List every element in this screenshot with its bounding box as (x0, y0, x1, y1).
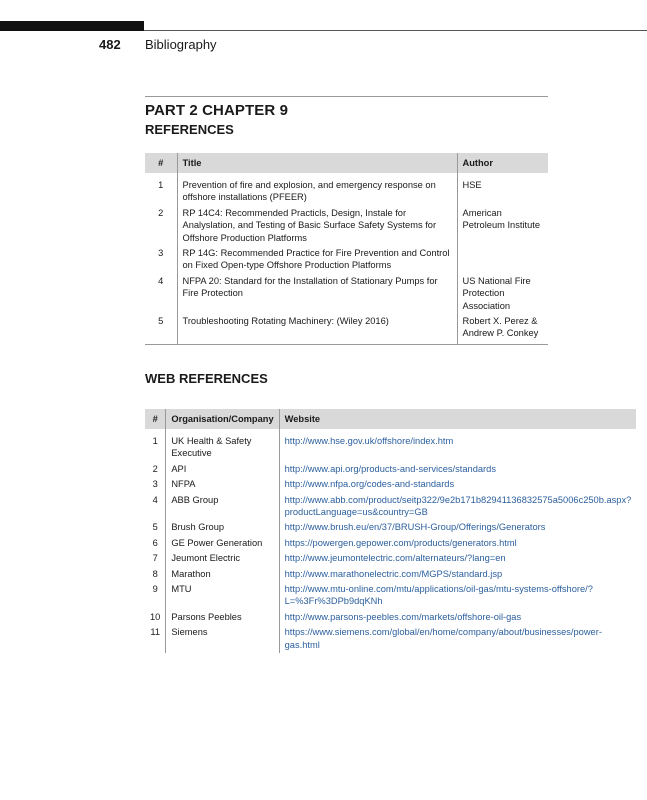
organisation-name: Jeumont Electric (166, 551, 279, 566)
website-link[interactable]: http://www.jeumontelectric.com/alternateurs/?lang=en (279, 551, 636, 566)
column-header-organisation: Organisation/Company (166, 409, 279, 429)
web-references-header-row (145, 409, 636, 429)
website-link[interactable]: http://www.hse.gov.uk/offshore/index.htm (279, 429, 636, 462)
column-header-title: Title (177, 153, 457, 173)
row-number: 2 (158, 207, 164, 218)
references-header-row (145, 153, 548, 173)
organisation-name: API (166, 462, 279, 477)
row-number: 2 (152, 463, 158, 474)
row-number: 5 (152, 522, 158, 533)
organisation-name: Parsons Peebles (166, 610, 279, 625)
website-link[interactable]: https://www.siemens.com/global/en/home/company/about/businesses/power-gas.html (279, 625, 636, 653)
website-link[interactable]: http://www.parsons-peebles.com/markets/offshore-oil-gas (279, 610, 636, 625)
row-number: 1 (152, 436, 158, 446)
row-number: 4 (152, 494, 158, 505)
reference-title: RP 14C4: Recommended Practicls, Design, Instale for Analyslation, and Testing of Basic Surface Safety Systems for Offshore Production Platforms (177, 206, 457, 246)
table-row (145, 625, 636, 653)
organisation-name: Marathon (166, 567, 279, 582)
reference-author: US National Fire Protection Association (457, 274, 548, 314)
table-row (145, 536, 636, 551)
page-number: 482 (99, 37, 121, 52)
references-table (145, 153, 548, 345)
row-number: 10 (150, 611, 161, 622)
table-row (145, 610, 636, 625)
organisation-name: GE Power Generation (166, 536, 279, 551)
website-link[interactable]: http://www.abb.com/product/seitp322/9e2b171b82941136832575a5006c250b.aspx?productLanguage=us&country=GB (279, 493, 636, 521)
table-row (145, 246, 548, 274)
website-link[interactable]: http://www.brush.eu/en/37/BRUSH-Group/Offerings/Generators (279, 520, 636, 535)
row-number: 7 (152, 553, 158, 564)
section-divider (145, 96, 548, 97)
header-bar (0, 21, 144, 31)
column-header-author: Author (457, 153, 548, 173)
table-row (145, 429, 636, 462)
reference-title: NFPA 20: Standard for the Installation of Stationary Pumps for Fire Protection (177, 274, 457, 314)
table-row (145, 274, 548, 314)
table-row (145, 567, 636, 582)
reference-author: American Petroleum Institute (457, 206, 548, 246)
table-row (145, 493, 636, 521)
table-row (145, 173, 548, 206)
reference-title: Troubleshooting Rotating Machinery: (Wiley 2016) (177, 314, 457, 344)
row-number: 11 (150, 627, 160, 638)
table-row (145, 551, 636, 566)
reference-title: Prevention of fire and explosion, and emergency response on offshore installations (PFEER) (177, 173, 457, 206)
website-link[interactable]: http://www.mtu-online.com/mtu/applications/oil-gas/mtu-systems-offshore/?L=%3Fr%3DPb9dqKNh (279, 582, 636, 610)
reference-author: HSE (457, 173, 548, 206)
table-row (145, 520, 636, 535)
running-head: Bibliography (145, 37, 217, 52)
organisation-name: NFPA (166, 477, 279, 492)
website-link[interactable]: http://www.nfpa.org/codes-and-standards (279, 477, 636, 492)
organisation-name: MTU (166, 582, 279, 610)
column-header-number: # (145, 409, 166, 429)
table-row (145, 462, 636, 477)
reference-author (457, 246, 548, 274)
row-number: 5 (145, 314, 177, 344)
organisation-name: Siemens (166, 625, 279, 653)
reference-title: RP 14G: Recommended Practice for Fire Prevention and Control on Fixed Open-type Offshore Production Platforms (177, 246, 457, 274)
reference-author: Robert X. Perez & Andrew P. Conkey (457, 314, 548, 344)
web-references-heading: WEB REFERENCES (145, 371, 268, 386)
row-number: 6 (152, 537, 158, 548)
row-number: 4 (158, 275, 164, 286)
website-link[interactable]: http://www.api.org/products-and-services/standards (279, 462, 636, 477)
row-number: 9 (152, 584, 158, 595)
organisation-name: UK Health & Safety Executive (166, 429, 279, 462)
row-number: 1 (158, 180, 164, 190)
website-link[interactable]: http://www.marathonelectric.com/MGPS/standard.jsp (279, 567, 636, 582)
organisation-name: ABB Group (166, 493, 279, 521)
table-row (145, 206, 548, 246)
chapter-title: PART 2 CHAPTER 9 (145, 102, 289, 119)
column-header-website: Website (279, 409, 636, 429)
website-link[interactable]: https://powergen.gepower.com/products/generators.html (279, 536, 636, 551)
web-references-table (145, 409, 636, 653)
table-row (145, 582, 636, 610)
column-header-number: # (145, 153, 177, 173)
references-heading: REFERENCES (145, 122, 234, 137)
table-row (145, 314, 548, 344)
organisation-name: Brush Group (166, 520, 279, 535)
table-row (145, 477, 636, 492)
row-number: 3 (152, 479, 158, 490)
row-number: 3 (158, 248, 164, 259)
row-number: 8 (152, 568, 158, 579)
header-rule (144, 30, 647, 31)
